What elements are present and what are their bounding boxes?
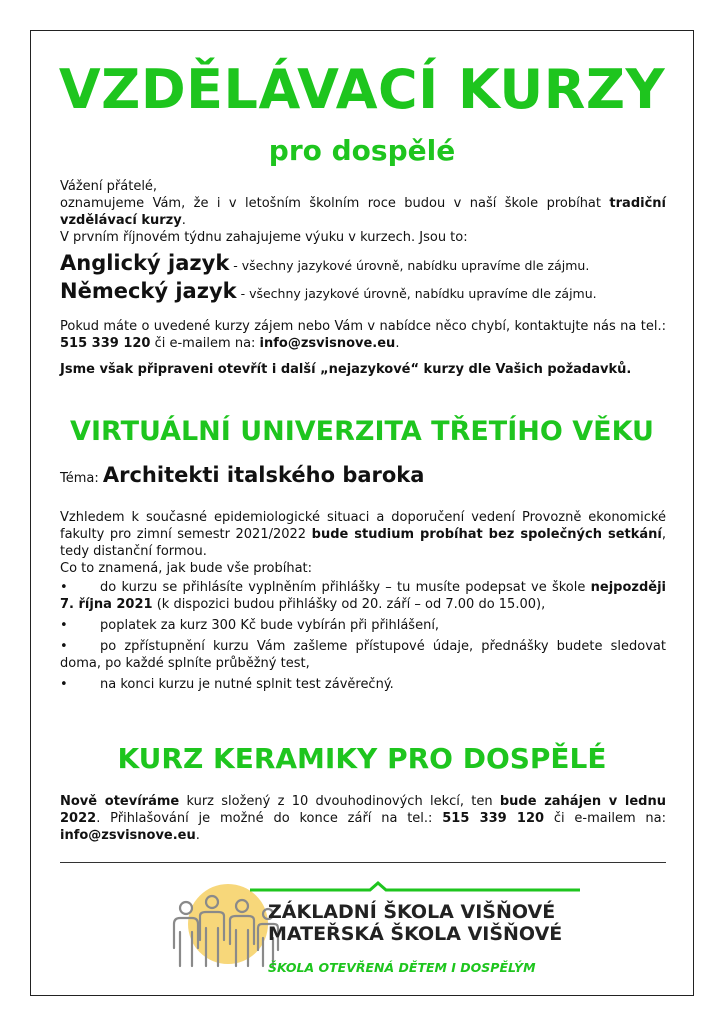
- bullet-deadline: nejpozději 7. října 2021: [60, 580, 666, 612]
- topic-label: Téma:: [60, 471, 103, 486]
- u3v-question: Co to znamená, jak bude vše probíhat:: [60, 561, 313, 576]
- contact-end: .: [395, 336, 400, 351]
- bullet-text: po zpřístupnění kurzu Vám zašleme přístupové údaje, přednášky budete sledovat doma, po každé splníte průběžný test,: [60, 639, 666, 671]
- school-name-line2: MATEŘSKÁ ŠKOLA VIŠŇOVÉ: [268, 923, 563, 945]
- bullet-item: [60, 676, 666, 693]
- u3v-title: VIRTUÁLNÍ UNIVERZITA TŘETÍHO VĚKU: [70, 416, 654, 447]
- ceramics-start: bude zahájen v lednu 2022: [60, 794, 666, 826]
- greeting: Vážení přátelé,: [60, 179, 158, 194]
- ceramics-new: Nově otevíráme: [60, 794, 180, 809]
- course-german-desc: - všechny jazykové úrovně, nabídku upravíme dle zájmu.: [236, 286, 597, 301]
- bullet-dot: •: [60, 677, 68, 692]
- roof-line-icon: [250, 880, 580, 892]
- ceramics-section: [60, 793, 666, 844]
- ceramics-phone: 515 339 120: [442, 811, 545, 826]
- contact-text: Pokud máte o uvedené kurzy zájem nebo Vám v nabídce něco chybí, kontaktujte nás na tel.:: [60, 319, 666, 334]
- ceramics-email: info@zsvisnove.eu: [60, 828, 196, 843]
- school-logo: [150, 876, 590, 984]
- u3v-text-end: , tedy distanční formou.: [60, 527, 666, 559]
- school-tagline: ŠKOLA OTEVŘENÁ DĚTEM I DOSPĚLÝM: [268, 960, 536, 975]
- bullet-item: [60, 638, 666, 672]
- intro-line2: V prvním říjnovém týdnu zahajujeme výuku v kurzech. Jsou to:: [60, 230, 468, 245]
- ceramics-text-2: . Přihlašování je možné do konce září na tel.:: [96, 811, 443, 826]
- u3v-topic: [60, 463, 666, 487]
- bullet-text: do kurzu se přihlásíte vyplněním přihlášky – tu musíte podepsat ve škole: [100, 580, 591, 595]
- u3v-paragraph: [60, 509, 666, 560]
- intro-emphasis: tradiční vzdělávací kurzy: [60, 196, 666, 228]
- bullet-item: [60, 579, 666, 613]
- ceramics-end: .: [195, 828, 200, 843]
- course-german-name: Německý jazyk: [60, 279, 237, 303]
- divider: [60, 862, 666, 863]
- intro-end: .: [181, 213, 186, 228]
- bullet-dot: •: [60, 618, 68, 633]
- contact-paragraph: [60, 318, 666, 352]
- bullet-text-end: (k dispozici budou přihlášky od 20. září – od 7.00 do 15.00),: [152, 597, 546, 612]
- page-title: VZDĚLÁVACÍ KURZY: [58, 58, 666, 121]
- ceramics-text-3: či e-mailem na:: [544, 811, 667, 826]
- contact-phone: 515 339 120: [60, 336, 151, 351]
- bullet-text: poplatek za kurz 300 Kč bude vybírán při přihlášení,: [100, 618, 440, 633]
- page-subtitle: pro dospělé: [268, 134, 456, 167]
- contact-email: info@zsvisnove.eu: [259, 336, 396, 351]
- ceramics-text: kurz složený z 10 dvouhodinových lekcí, ten: [179, 794, 500, 809]
- u3v-text: Vzhledem k současné epidemiologické situaci a doporučení vedení Provozně ekonomické fakulty pro zimní semestr 2021/2022: [60, 510, 666, 542]
- topic-name: Architekti italského baroka: [102, 463, 425, 487]
- course-english: [60, 250, 666, 278]
- contact-text-2: či e-mailem na:: [150, 336, 260, 351]
- course-english-name: Anglický jazyk: [60, 251, 230, 275]
- course-english-desc: - všechny jazykové úrovně, nabídku upravíme dle zájmu.: [229, 258, 590, 273]
- course-german: [60, 278, 666, 306]
- school-name-line1: ZÁKLADNÍ ŠKOLA VIŠŇOVÉ: [268, 901, 556, 923]
- extra-courses-note: Jsme však připraveni otevřít i další „nejazykové“ kurzy dle Vašich požadavků.: [60, 362, 632, 377]
- bullet-text: na konci kurzu je nutné splnit test závěrečný.: [100, 677, 394, 692]
- u3v-emphasis: bude studium probíhat bez společných setkání: [311, 527, 662, 542]
- intro-section: [60, 178, 666, 378]
- u3v-section: [60, 463, 666, 693]
- intro-paragraph: [60, 195, 666, 229]
- bullet-dot: •: [60, 580, 68, 595]
- intro-text: oznamujeme Vám, že i v letošním školním roce budou v naší škole probíhat: [60, 196, 610, 211]
- ceramics-title: KURZ KERAMIKY PRO DOSPĚLÉ: [117, 742, 607, 775]
- ceramics-paragraph: [60, 793, 666, 844]
- bullet-dot: •: [60, 639, 68, 654]
- bullet-item: [60, 617, 666, 634]
